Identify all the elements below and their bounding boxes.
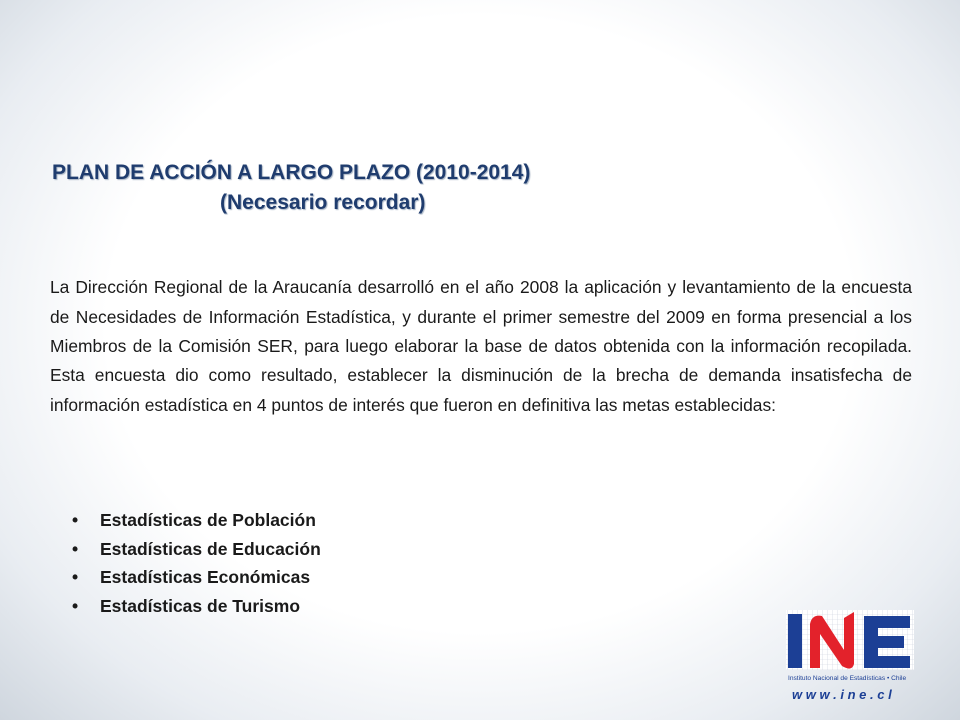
ine-logo-graphic — [782, 604, 922, 708]
slide-title — [52, 158, 752, 218]
title-line-2: (Necesario recordar) — [220, 191, 426, 214]
logo-letter-e — [864, 616, 910, 668]
logo-subtitle: Instituto Nacional de Estadísticas • Chile — [788, 675, 907, 682]
bullet-list — [72, 506, 321, 620]
body-paragraph: La Dirección Regional de la Araucanía desarrolló en el año 2008 la aplicación y levantamiento de la encuesta de Necesidades de Información Estadística, y durante el primer semestre del 2009 en forma presencial a los Miembros de la Comisión SER, para luego elaborar la base de datos obtenida con la información recopilada. Esta encuesta dio como resultado, establecer la disminución de la brecha de demanda insatisfecha de información estadística en 4 puntos de interés que fueron en definitiva las metas establecidas: — [50, 277, 912, 415]
title-line-1: PLAN DE ACCIÓN A LARGO PLAZO (2010-2014) — [52, 161, 531, 184]
ine-logo — [782, 604, 922, 708]
bullet-item-educacion: • Estadísticas de Educación — [72, 535, 321, 564]
bullet-item-turismo: • Estadísticas de Turismo — [72, 592, 321, 621]
bullet-item-economicas: • Estadísticas Económicas — [72, 563, 321, 592]
logo-letter-i — [788, 614, 802, 668]
logo-url: w w w . i n e . c l — [792, 687, 892, 702]
bullet-item-poblacion: • Estadísticas de Población — [72, 506, 321, 535]
